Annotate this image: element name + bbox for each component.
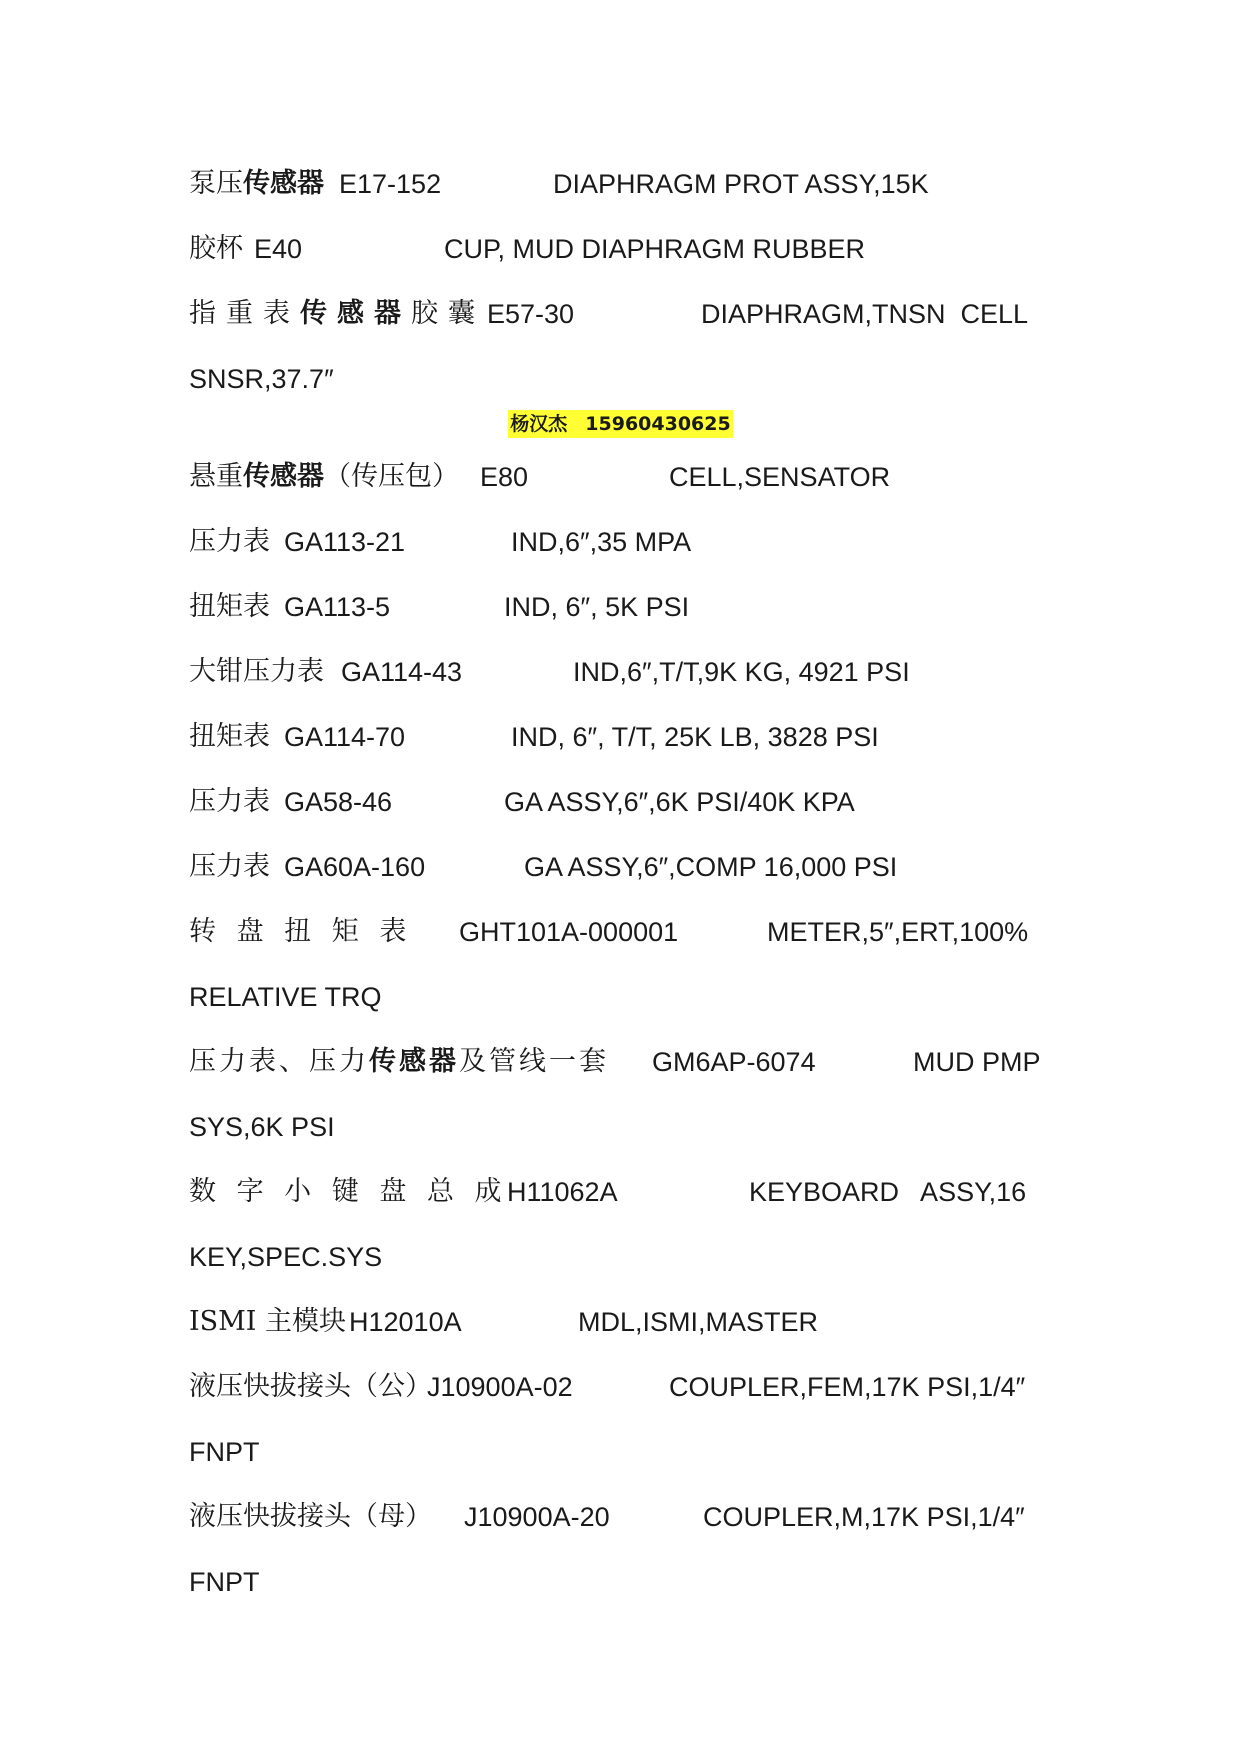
entry-chinese-name: 压力表 bbox=[189, 786, 270, 817]
entry-continuation bbox=[189, 1107, 1052, 1147]
entry-description: MUD PMP bbox=[913, 1047, 1041, 1077]
entry-line bbox=[189, 457, 1052, 497]
entry-description: COUPLER,M,17K PSI,1/4″ bbox=[703, 1502, 1025, 1532]
entry-description-continued: SYS,6K PSI bbox=[189, 1112, 335, 1142]
entry-chinese-name: 扭矩表 bbox=[189, 721, 270, 752]
entry-line bbox=[189, 1367, 1052, 1407]
entry-description-continued: FNPT bbox=[189, 1567, 260, 1597]
entry-chinese-name: 压力表、压力传感器及管线一套 bbox=[189, 1046, 609, 1077]
entry-description: CELL,SENSATOR bbox=[669, 462, 891, 492]
entry-chinese-name: 液压快拔接头（母） bbox=[189, 1501, 432, 1532]
entry-line bbox=[189, 1302, 1052, 1342]
entry-line bbox=[189, 1172, 1052, 1212]
entry-line bbox=[189, 229, 1052, 269]
entry-part-code: GA60A-160 bbox=[284, 852, 426, 882]
entry-description: COUPLER,FEM,17K PSI,1/4″ bbox=[669, 1372, 1026, 1402]
entry-continuation bbox=[189, 977, 1052, 1017]
entry-line bbox=[189, 587, 1052, 627]
entry-part-code: J10900A-20 bbox=[464, 1502, 610, 1532]
entry-description: IND,6″,T/T,9K KG, 4921 PSI bbox=[573, 657, 910, 687]
entry-part-code: GA114-43 bbox=[341, 657, 463, 687]
entry-continuation bbox=[189, 1562, 1052, 1602]
contact-banner bbox=[0, 410, 1241, 438]
entry-description: CUP, MUD DIAPHRAGM RUBBER bbox=[444, 234, 866, 264]
entry-line bbox=[189, 164, 1052, 204]
entry-part-code: GA114-70 bbox=[284, 722, 406, 752]
contact-name: 杨汉杰 bbox=[510, 413, 568, 435]
entry-line bbox=[189, 847, 1052, 887]
entry-part-code: GA113-21 bbox=[284, 527, 406, 557]
contact-highlight bbox=[508, 410, 732, 438]
entry-description: GA ASSY,6″,6K PSI/40K KPA bbox=[504, 787, 855, 817]
entry-part-code: GHT101A-000001 bbox=[459, 917, 679, 947]
entry-chinese-name: 数 字 小 键 盘 总 成 bbox=[189, 1176, 502, 1207]
entry-description-continued: KEY,SPEC.SYS bbox=[189, 1242, 383, 1272]
entry-description: IND,6″,35 MPA bbox=[511, 527, 692, 557]
entry-line bbox=[189, 522, 1052, 562]
entry-description: GA ASSY,6″,COMP 16,000 PSI bbox=[524, 852, 898, 882]
entry-line bbox=[189, 782, 1052, 822]
entry-description: DIAPHRAGM PROT ASSY,15K bbox=[553, 169, 929, 199]
entry-description-continued: FNPT bbox=[189, 1437, 260, 1467]
entry-description: MDL,ISMI,MASTER bbox=[578, 1307, 819, 1337]
entry-chinese-name: ISMI 主模块 bbox=[189, 1306, 347, 1337]
entry-part-code: GA58-46 bbox=[284, 787, 393, 817]
entry-chinese-name: 指重表传感器胶囊 bbox=[189, 298, 485, 329]
entry-part-code: E57-30 bbox=[487, 299, 575, 329]
entry-description: IND, 6″, 5K PSI bbox=[504, 592, 690, 622]
contact-phone: 15960430625 bbox=[585, 413, 731, 435]
entry-line bbox=[189, 294, 1052, 334]
entry-chinese-name: 胶杯 bbox=[189, 233, 243, 264]
entry-line bbox=[189, 912, 1052, 952]
entry-chinese-name: 压力表 bbox=[189, 851, 270, 882]
entry-chinese-name: 大钳压力表 bbox=[189, 656, 324, 687]
entry-part-code: GA113-5 bbox=[284, 592, 391, 622]
entry-line bbox=[189, 717, 1052, 757]
entry-description: IND, 6″, T/T, 25K LB, 3828 PSI bbox=[511, 722, 879, 752]
entry-part-code: J10900A-02 bbox=[427, 1372, 573, 1402]
entry-chinese-name: 悬重传感器（传压包） bbox=[189, 461, 459, 492]
entry-chinese-name: 泵压传感器 bbox=[189, 168, 324, 199]
entry-continuation bbox=[189, 359, 1052, 399]
entry-description: DIAPHRAGM,TNSN CELL bbox=[701, 299, 1029, 329]
entry-part-code: H11062A bbox=[507, 1177, 618, 1207]
entry-continuation bbox=[189, 1237, 1052, 1277]
entry-chinese-name: 压力表 bbox=[189, 526, 270, 557]
entry-description: METER,5″,ERT,100% bbox=[767, 917, 1029, 947]
entry-part-code: GM6AP-6074 bbox=[652, 1047, 816, 1077]
entry-description-continued: RELATIVE TRQ bbox=[189, 982, 382, 1012]
entry-part-code: E40 bbox=[254, 234, 303, 264]
entry-description: KEYBOARD ASSY,16 bbox=[749, 1177, 1027, 1207]
entry-part-code: E80 bbox=[480, 462, 529, 492]
entry-chinese-name: 转 盘 扭 矩 表 bbox=[189, 916, 407, 947]
entry-part-code: H12010A bbox=[349, 1307, 462, 1337]
entry-chinese-name: 扭矩表 bbox=[189, 591, 270, 622]
entry-chinese-name: 液压快拔接头（公） bbox=[189, 1371, 432, 1402]
entry-description-continued: SNSR,37.7″ bbox=[189, 364, 334, 394]
entry-part-code: E17-152 bbox=[339, 169, 442, 199]
entry-line bbox=[189, 652, 1052, 692]
entry-continuation bbox=[189, 1432, 1052, 1472]
entry-line bbox=[189, 1497, 1052, 1537]
entry-line bbox=[189, 1042, 1052, 1082]
